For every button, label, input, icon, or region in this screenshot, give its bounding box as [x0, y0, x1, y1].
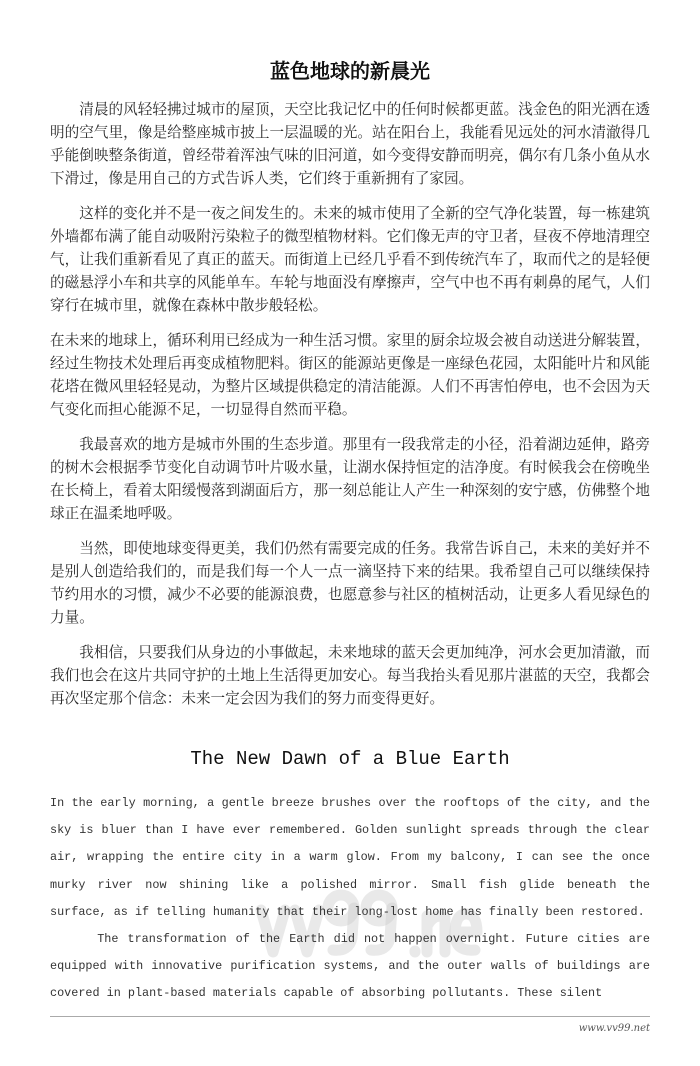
footer-url: www.vv99.net	[578, 1022, 650, 1034]
chinese-body	[50, 98, 650, 710]
document-page	[50, 0, 650, 1066]
chinese-paragraph: 清晨的风轻轻拂过城市的屋顶，天空比我记忆中的任何时候都更蓝。浅金色的阳光洒在透明的空气里，像是给整座城市披上一层温暖的光。站在阳台上，我能看见远处的河水清澈得几乎能倒映整条街道，曾经带着浑浊气味的旧河道，如今变得安静而明亮，偶尔有几条小鱼从水下滑过，像是用自己的方式告诉人类，它们终于重新拥有了家园。	[50, 101, 650, 187]
chinese-paragraph: 这样的变化并不是一夜之间发生的。未来的城市使用了全新的空气净化装置，每一栋建筑外墙都布满了能自动吸附污染粒子的微型植物材料。它们像无声的守卫者，昼夜不停地清理空气，让我们重新看见了真正的蓝天。而街道上已经几乎看不到传统汽车了，取而代之的是轻便的磁悬浮小车和共享的风能单车。车轮与地面没有摩擦声，空气中也不再有刺鼻的尾气，人们穿行在城市里，就像在森林中散步般轻松。	[50, 205, 650, 314]
chinese-paragraph: 当然，即使地球变得更美，我们仍然有需要完成的任务。我常告诉自己，未来的美好并不是别人创造给我们的，而是我们每一个人一点一滴坚持下来的结果。我希望自己可以继续保持节约用水的习惯，减少不必要的能源浪费，也愿意参与社区的植树活动，让更多人看见绿色的力量。	[50, 540, 650, 626]
english-title: The New Dawn of a Blue Earth	[190, 748, 510, 770]
chinese-title: 蓝色地球的新晨光	[270, 59, 430, 83]
chinese-paragraph: 我相信，只要我们从身边的小事做起，未来地球的蓝天会更加纯净，河水会更加清澈，而我们也会在这片共同守护的土地上生活得更加安心。每当我抬头看见那片湛蓝的天空，我都会再次坚定那个信念：未来一定会因为我们的努力而变得更好。	[50, 644, 650, 707]
english-body	[50, 790, 650, 1008]
footer-divider	[50, 1016, 650, 1017]
english-paragraph: In the early morning, a gentle breeze brushes over the rooftops of the city, and the sky is bluer than I have ever remembered. Golden sunlight spreads through the clear air, wrapping the entire city in a warm glow. From my balcony, I can see the once murky river now shining like a polished mirror. Small fish glide beneath the surface, as if telling humanity that their long-lost home has finally been restored.	[50, 796, 650, 919]
english-paragraph: The transformation of the Earth did not happen overnight. Future cities are equipped with innovative purification systems, and the outer walls of buildings are covered in plant-based materials capable of absorbing pollutants. These silent	[50, 932, 650, 1001]
chinese-paragraph: 在未来的地球上，循环利用已经成为一种生活习惯。家里的厨余垃圾会被自动送进分解装置，经过生物技术处理后再变成植物肥料。街区的能源站更像是一座绿色花园，太阳能叶片和风能花塔在微风里轻轻晃动，为整片区域提供稳定的清洁能源。人们不再害怕停电，也不会因为天气变化而担心能源不足，一切显得自然而平稳。	[50, 332, 650, 418]
chinese-paragraph: 我最喜欢的地方是城市外围的生态步道。那里有一段我常走的小径，沿着湖边延伸，路旁的树木会根据季节变化自动调节叶片吸水量，让湖水保持恒定的洁净度。有时候我会在傍晚坐在长椅上，看着太阳缓慢落到湖面后方，那一刻总能让人产生一种深刻的安宁感，仿佛整个地球正在温柔地呼吸。	[50, 436, 650, 522]
